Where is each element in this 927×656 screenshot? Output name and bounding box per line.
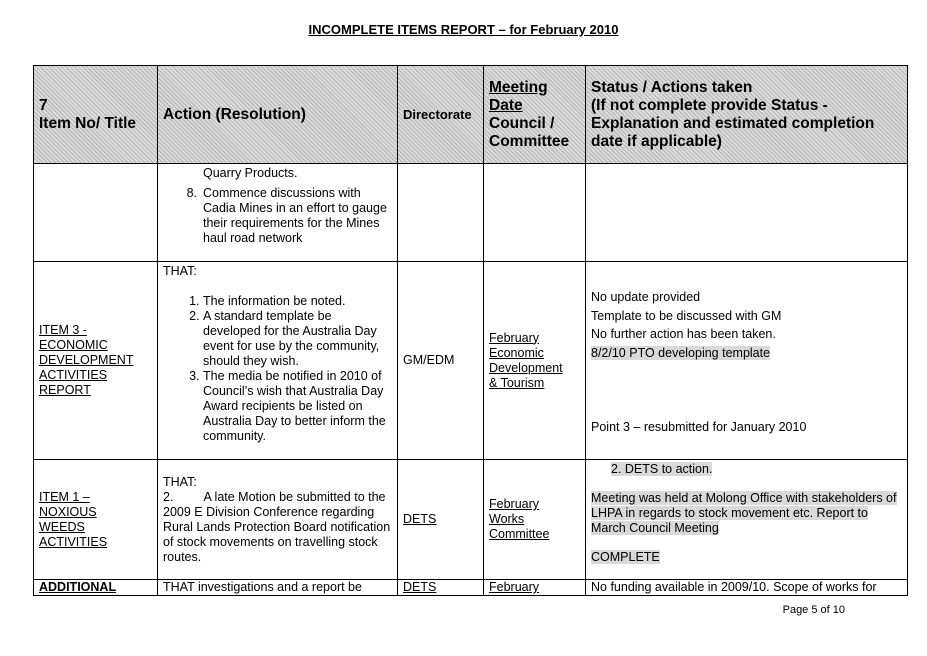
row4-status: No funding available in 2009/10. Scope of works for: [586, 580, 908, 596]
row1-status-cell: [586, 164, 908, 262]
header-status-line2: (If not complete provide Status -: [591, 96, 828, 114]
row1-directorate-cell: [398, 164, 484, 262]
row1-item-cell: [34, 164, 158, 262]
row1-meeting-cell: [484, 164, 586, 262]
list-item: 2. A standard template be developed for the Australia Day event for use by the community, should they wish.: [203, 309, 392, 369]
row2-item-title: [34, 262, 158, 460]
header-status: [586, 66, 908, 164]
row3-item-line: NOXIOUS: [39, 504, 97, 519]
row2-status-line: No update provided: [591, 290, 701, 304]
row4-item-title: ADDITIONAL: [34, 580, 158, 596]
table-row: [34, 460, 908, 580]
header-item-title-label: Item No/ Title: [39, 114, 137, 132]
table-row: [34, 580, 908, 596]
row2-item-line: ACTIVITIES: [39, 368, 108, 382]
header-section-number: 7: [39, 96, 48, 114]
row3-action-item: [163, 490, 392, 565]
row3-item-line: WEEDS: [39, 519, 85, 534]
row2-directorate: GM/EDM: [398, 262, 484, 460]
row4-action: THAT investigations and a report be: [158, 580, 398, 596]
row2-meeting-line: & Tourism: [489, 375, 545, 390]
row3-action-cell: [158, 460, 398, 580]
list-item: 3. The media be notified in 2010 of Council’s wish that Australia Day Award recipients be listed on Australia Day to better inform the community.: [203, 369, 392, 444]
header-meeting-line2: Date: [489, 96, 523, 114]
row1-action-continuation: Quarry Products.: [203, 166, 298, 180]
row4-directorate: DETS: [398, 580, 484, 596]
row4-meeting: February: [484, 580, 586, 596]
table-row: [34, 262, 908, 460]
table-row: [34, 164, 908, 262]
row2-status-line-highlighted: 8/2/10 PTO developing template: [591, 345, 771, 360]
report-title: INCOMPLETE ITEMS REPORT – for February 2010: [308, 22, 619, 37]
row2-item-line: ITEM 3 -: [39, 323, 87, 337]
row3-action-text: A late Motion be submitted to the 2009 E Division Conference regarding Rural Lands Protection Board notification of stock movements on travelling stock routes.: [163, 489, 391, 564]
header-directorate: Directorate: [398, 66, 484, 164]
row3-meeting-line: Works: [489, 512, 525, 526]
row2-meeting-line: Development: [489, 360, 563, 375]
row3-action-number: 2.: [163, 489, 174, 504]
row3-meeting-line: Committee: [489, 527, 550, 541]
row3-status-cell: [586, 460, 908, 580]
header-meeting-line4: Committee: [489, 132, 570, 150]
row3-item-line: ITEM 1 –: [39, 489, 90, 504]
row2-item-line: ECONOMIC: [39, 338, 108, 352]
incomplete-items-table: [33, 65, 908, 596]
row2-status-line: No further action has been taken.: [591, 327, 776, 341]
row2-meeting-line: Economic: [489, 345, 544, 360]
row2-status-line: Point 3 – resubmitted for January 2010: [591, 420, 807, 434]
header-status-line4: date if applicable): [591, 132, 722, 150]
row2-meeting: [484, 262, 586, 460]
header-item-no-title: [34, 66, 158, 164]
row3-directorate-text: DETS: [403, 512, 437, 526]
row1-action-cell: [158, 164, 398, 262]
row2-action-list: [163, 294, 392, 444]
row1-action-item-text: Commence discussions with Cadia Mines in an effort to gauge their requirements for the Mines haul road network: [203, 186, 387, 245]
list-item: 1. The information be noted.: [203, 294, 392, 309]
row2-item-line: DEVELOPMENT: [39, 353, 134, 367]
row3-status-line-highlighted: Meeting was held at Molong Office with stakeholders of LHPA in regards to stock movement etc. Report to March Council Meeting: [591, 491, 897, 535]
row3-directorate: [398, 460, 484, 580]
table-header-row: [34, 66, 908, 164]
row2-item-line: REPORT: [39, 383, 91, 397]
row3-meeting: [484, 460, 586, 580]
row2-action-intro: THAT:: [163, 264, 197, 278]
header-status-line1: Status / Actions taken: [591, 78, 753, 96]
row3-action-intro: THAT:: [163, 474, 197, 489]
row2-action-cell: [158, 262, 398, 460]
row2-meeting-line: February: [489, 330, 540, 345]
row3-item-line: ACTIVITIES: [39, 534, 108, 549]
row3-status-line-highlighted: 2. DETS to action.: [611, 462, 713, 476]
header-meeting-line1: Meeting: [489, 78, 548, 96]
header-meeting-date: [484, 66, 586, 164]
row3-meeting-line: February: [489, 497, 540, 511]
header-action-resolution: Action (Resolution): [158, 66, 398, 164]
row3-status-line-highlighted: COMPLETE: [591, 550, 660, 564]
row3-item-title: [34, 460, 158, 580]
row2-status-line: Template to be discussed with GM: [591, 308, 782, 323]
header-status-line3: Explanation and estimated completion: [591, 114, 875, 132]
header-meeting-line3: Council /: [489, 114, 555, 132]
row1-action-item-number: 8.: [186, 186, 197, 200]
row1-action-item-8: [163, 186, 392, 246]
page-number: Page 5 of 10: [782, 604, 845, 616]
row2-status-cell: [586, 262, 908, 460]
